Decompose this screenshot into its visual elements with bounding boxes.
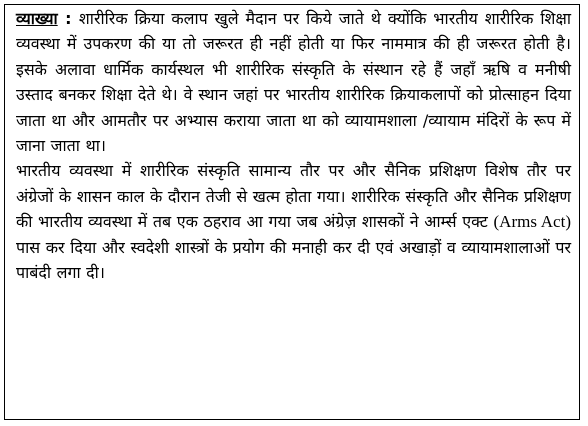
paragraph-2 bbox=[16, 158, 571, 285]
paragraph-1-text: शारीरिक क्रिया कलाप खुले मैदान पर किये जाते थे क्योंकि भारतीय शारीरिक शिक्षा व्यवस्था में उपकरण की या तो जरूरत ही नहीं होती या फिर नाममात्र की ही जरूरत होती है। इसके अलावा धार्मिक कार्यस्थल भी शारीरिक संस्कृति के संस्थान रहे हैं जहाँ ऋषि व मनीषी उस्ताद बनकर शिक्षा देते थे। वे स्थान जहां पर भारतीय शारीरिक क्रियाकलापों को प्रोत्साहन दिया जाता था और आमतौर पर अभ्यास कराया जाता था को व्यायामशाला /व्यायाम मंदिरों के रूप में जाना जाता था। bbox=[16, 9, 571, 156]
paragraph-2-text-before: भारतीय व्यवस्था में शारीरिक संस्कृति सामान्य तौर पर और सैनिक प्रशिक्षण विशेष तौर पर अंग्रेजों के शासन काल के दौरान तेजी से खत्म होता गया। शारीरिक संस्कृति और सैनिक प्रशिक्षण की भारतीय व्यवस्था में तब एक ठहराव आ गया जब अंग्रेज़ शासकों ने आर्म्स एक्ट bbox=[16, 161, 571, 232]
explanation-box bbox=[4, 4, 580, 420]
explanation-label: व्याख्या bbox=[16, 9, 58, 28]
label-colon: : bbox=[57, 9, 79, 28]
paragraph-2-text-after: पास कर दिया और स्वदेशी शास्त्रों के प्रयोग की मनाही कर दी एवं अखाड़ों व व्यायामशालाओं पर पाबंदी लगा दी। bbox=[16, 237, 571, 283]
paragraph-1 bbox=[16, 6, 571, 158]
arms-act-term: (Arms Act) bbox=[493, 212, 571, 232]
